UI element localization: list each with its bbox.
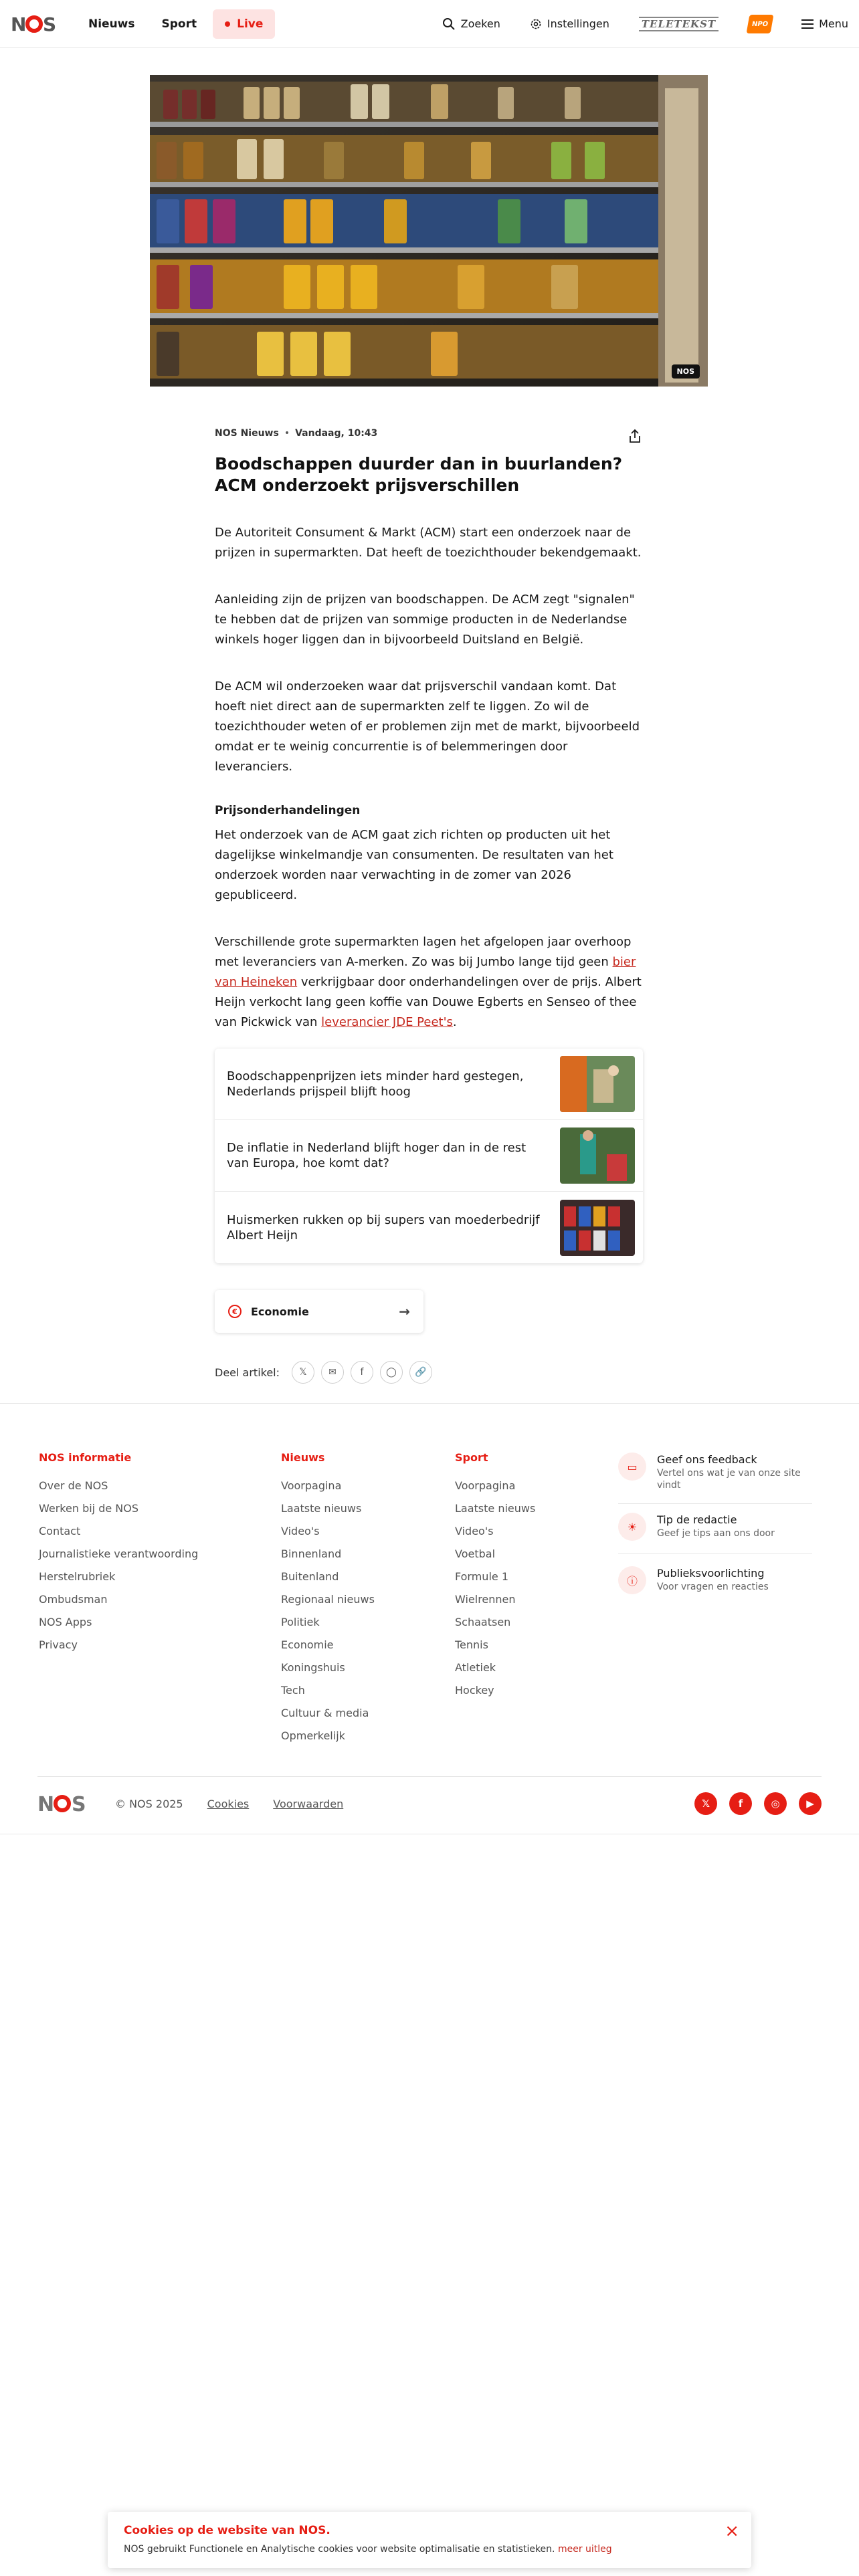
footer-link[interactable]: Video's xyxy=(455,1525,494,1537)
article-source: NOS Nieuws xyxy=(215,428,279,439)
footer-link[interactable]: Regionaal nieuws xyxy=(281,1593,375,1606)
tip-link[interactable] xyxy=(618,1513,812,1553)
paragraph-5 xyxy=(215,932,643,1033)
search-icon xyxy=(442,17,456,31)
footer-link[interactable]: Ombudsman xyxy=(39,1593,108,1606)
footer-link[interactable]: Laatste nieuws xyxy=(455,1502,536,1515)
euro-icon: € xyxy=(228,1305,242,1318)
thumbnail-image xyxy=(560,1128,635,1184)
live-button[interactable] xyxy=(213,9,275,39)
hero-image xyxy=(150,75,708,387)
supermarket-shelves-illustration xyxy=(150,75,708,387)
footer-link[interactable]: Over de NOS xyxy=(39,1479,108,1492)
related-thumbnail xyxy=(560,1200,635,1256)
thumbnail-image xyxy=(560,1200,635,1256)
footer-bottom-divider xyxy=(37,1776,822,1777)
footer-link[interactable]: Laatste nieuws xyxy=(281,1502,362,1515)
related-title: Boodschappenprijzen iets minder hard gestegen, Nederlands prijspeil blijft hoog xyxy=(227,1069,524,1099)
cookie-more-link[interactable]: meer uitleg xyxy=(557,2544,612,2555)
paragraph-5-part-c: . xyxy=(452,1015,457,1029)
footer-nos-logo[interactable] xyxy=(37,1794,91,1814)
publieksvoorlichting-link[interactable] xyxy=(618,1566,812,1606)
svg-text:N: N xyxy=(37,1794,55,1814)
share-label: Deel artikel: xyxy=(215,1366,280,1379)
topic-label: Economie xyxy=(251,1305,309,1318)
footer-link[interactable]: Voorpagina xyxy=(281,1479,342,1492)
x-share-icon[interactable]: 𝕏 xyxy=(292,1361,314,1384)
topic-tag-economie[interactable] xyxy=(215,1290,423,1333)
article-time: Vandaag, 10:43 xyxy=(295,428,378,439)
footer-link[interactable]: Journalistieke verantwoording xyxy=(39,1547,199,1560)
feedback-subtitle: Vertel ons wat je van onze site vindt xyxy=(657,1468,801,1491)
paragraph-3: De ACM wil onderzoeken waar dat prijsverschil vandaan komt. Dat hoeft niet direct aan de supermarkten zelf te liggen. Zo wil de toezichthouder weten of er problemen zijn met de markt, bijvoorbeeld omdat er te weinig concurrentie is of belemmeringen door leveranciers. xyxy=(215,679,640,774)
mail-share-icon[interactable]: ✉ xyxy=(321,1361,344,1384)
nos-image-badge: NOS xyxy=(672,364,700,379)
footer-link[interactable]: Buitenland xyxy=(281,1570,339,1583)
feedback-icon: ▭ xyxy=(618,1453,646,1481)
svg-text:N: N xyxy=(11,14,26,33)
related-article[interactable] xyxy=(215,1049,643,1120)
terms-link[interactable]: Voorwaarden xyxy=(273,1797,344,1810)
menu-button[interactable] xyxy=(801,17,848,30)
npo-logo[interactable]: NPO xyxy=(747,15,774,33)
info-icon: ⓘ xyxy=(618,1566,646,1594)
footer-link[interactable]: Video's xyxy=(281,1525,320,1537)
jde-link[interactable]: leverancier JDE Peet's xyxy=(321,1015,453,1029)
facebook-share-icon[interactable]: f xyxy=(351,1361,373,1384)
footer-col-title: Nieuws xyxy=(281,1451,325,1464)
arrow-right-icon: → xyxy=(399,1303,410,1319)
footer-link[interactable]: Wielrennen xyxy=(455,1593,516,1606)
footer-col-title: Sport xyxy=(455,1451,488,1464)
footer-link[interactable]: Contact xyxy=(39,1525,81,1537)
svg-text:S: S xyxy=(72,1794,86,1814)
footer-link[interactable]: Hockey xyxy=(455,1684,494,1697)
meta-separator: • xyxy=(284,428,290,439)
publieks-subtitle: Voor vragen en reacties xyxy=(657,1582,769,1592)
article xyxy=(215,428,643,1384)
footer-sport xyxy=(455,1451,535,1702)
footer-divider xyxy=(0,1403,859,1404)
paragraph-5-part-a: Verschillende grote supermarkten lagen het afgelopen jaar overhoop met leveranciers van A-merken. Zo was bij Jumbo lange tijd geen xyxy=(215,935,632,969)
tip-subtitle: Geef je tips aan ons door xyxy=(657,1528,775,1539)
publieks-title: Publieksvoorlichting xyxy=(657,1567,765,1580)
footer-col-title: NOS informatie xyxy=(39,1451,132,1464)
footer-link[interactable]: Koningshuis xyxy=(281,1661,345,1674)
footer-link[interactable]: Cultuur & media xyxy=(281,1707,369,1719)
live-label: Live xyxy=(237,17,264,31)
nav-nieuws[interactable]: Nieuws xyxy=(88,17,135,31)
teletekst-link[interactable]: TELETEKST xyxy=(639,17,719,31)
cookie-banner xyxy=(108,2512,751,2568)
paragraph-1: De Autoriteit Consument & Markt (ACM) start een onderzoek naar de prijzen in supermarkten. Dat heeft de toezichthouder bekendgemaakt. xyxy=(215,526,642,560)
share-icon[interactable] xyxy=(627,428,643,444)
live-dot-icon xyxy=(225,21,230,27)
cookie-title: Cookies op de website van NOS. xyxy=(124,2524,330,2537)
settings-button[interactable] xyxy=(530,17,609,30)
hamburger-icon xyxy=(801,19,814,29)
related-title: De inflatie in Nederland blijft hoger dan in de rest van Europa, hoe komt dat? xyxy=(227,1141,527,1170)
related-thumbnail xyxy=(560,1128,635,1184)
nos-logo[interactable] xyxy=(11,15,62,33)
cookie-body xyxy=(124,2544,735,2555)
related-articles xyxy=(215,1049,643,1263)
heineken-link[interactable]: bier van Heineken xyxy=(215,955,636,989)
footer-nieuws xyxy=(281,1451,375,1747)
subheading: Prijsonderhandelingen xyxy=(215,804,361,817)
related-article[interactable] xyxy=(215,1192,643,1263)
gear-icon xyxy=(530,18,542,30)
paragraph-5-part-b: verkrijgbaar door onderhandelingen over de prijs. Albert Heijn verkocht lang geen koffie van Douwe Egberts en Senseo of thee van Pickwick van xyxy=(215,975,642,1029)
footer-link[interactable]: NOS Apps xyxy=(39,1616,92,1628)
main-nav xyxy=(88,9,275,39)
footer-link[interactable]: Economie xyxy=(281,1638,334,1651)
feedback-link[interactable] xyxy=(618,1453,812,1504)
footer-bottom xyxy=(37,1787,822,1820)
footer-link[interactable]: Tech xyxy=(281,1684,305,1697)
cookie-text: NOS gebruikt Functionele en Analytische cookies voor website optimalisatie en statistieken. xyxy=(124,2544,555,2555)
footer-link[interactable]: Privacy xyxy=(39,1638,78,1651)
copyright: © NOS 2025 xyxy=(115,1797,183,1810)
youtube-icon[interactable]: ▶ xyxy=(799,1792,822,1815)
footer-link[interactable]: Politiek xyxy=(281,1616,320,1628)
whatsapp-share-icon[interactable]: ◯ xyxy=(380,1361,403,1384)
footer-link[interactable]: Voetbal xyxy=(455,1547,496,1560)
social-links xyxy=(694,1792,822,1815)
footer-nos-informatie xyxy=(39,1451,198,1656)
article-meta xyxy=(215,428,643,439)
share-bar xyxy=(215,1361,643,1384)
related-title: Huismerken rukken op bij supers van moederbedrijf Albert Heijn xyxy=(227,1212,540,1243)
footer-link[interactable]: Herstelrubriek xyxy=(39,1570,116,1583)
footer-link[interactable]: Tennis xyxy=(455,1638,488,1651)
tip-title: Tip de redactie xyxy=(657,1513,737,1526)
related-thumbnail xyxy=(560,1056,635,1112)
search-label: Zoeken xyxy=(460,17,500,30)
menu-label: Menu xyxy=(819,17,848,30)
thumbnail-image xyxy=(560,1056,635,1112)
cookies-link[interactable]: Cookies xyxy=(207,1797,250,1810)
svg-text:S: S xyxy=(43,14,56,33)
facebook-icon[interactable]: f xyxy=(729,1792,752,1815)
footer-link[interactable]: Atletiek xyxy=(455,1661,496,1674)
article-title: Boodschappen duurder dan in buurlanden? ACM onderzoekt prijsverschillen xyxy=(215,454,623,495)
lightbulb-icon: ☀ xyxy=(618,1513,646,1541)
footer-link[interactable]: Schaatsen xyxy=(455,1616,511,1628)
footer-link[interactable]: Binnenland xyxy=(281,1547,342,1560)
instagram-icon[interactable]: ◎ xyxy=(764,1792,787,1815)
close-icon[interactable]: × xyxy=(725,2521,739,2541)
settings-label: Instellingen xyxy=(547,17,609,30)
x-icon[interactable]: 𝕏 xyxy=(694,1792,717,1815)
feedback-title: Geef ons feedback xyxy=(657,1453,757,1466)
paragraph-4: Het onderzoek van de ACM gaat zich richten op producten uit het dagelijkse winkelmandje van consumenten. De resultaten van het onderzoek worden naar verwachting in de zomer van 2026 gepubliceerd. xyxy=(215,828,613,902)
footer-link[interactable]: Opmerkelijk xyxy=(281,1729,345,1742)
paragraph-2: Aanleiding zijn de prijzen van boodschappen. De ACM zegt "signalen" te hebben dat de prijzen van sommige producten in de Nederlandse winkels hoger liggen dan in bijvoorbeeld Duitsland en België. xyxy=(215,593,635,647)
footer-link[interactable]: Voorpagina xyxy=(455,1479,516,1492)
nos-logo-mark xyxy=(11,15,62,33)
site-header xyxy=(0,0,859,48)
nav-sport[interactable]: Sport xyxy=(161,17,197,31)
search-button[interactable] xyxy=(442,17,500,31)
related-article[interactable] xyxy=(215,1120,643,1192)
footer-link[interactable]: Werken bij de NOS xyxy=(39,1502,139,1515)
link-share-icon[interactable]: 🔗 xyxy=(409,1361,432,1384)
footer-link[interactable]: Formule 1 xyxy=(455,1570,508,1583)
